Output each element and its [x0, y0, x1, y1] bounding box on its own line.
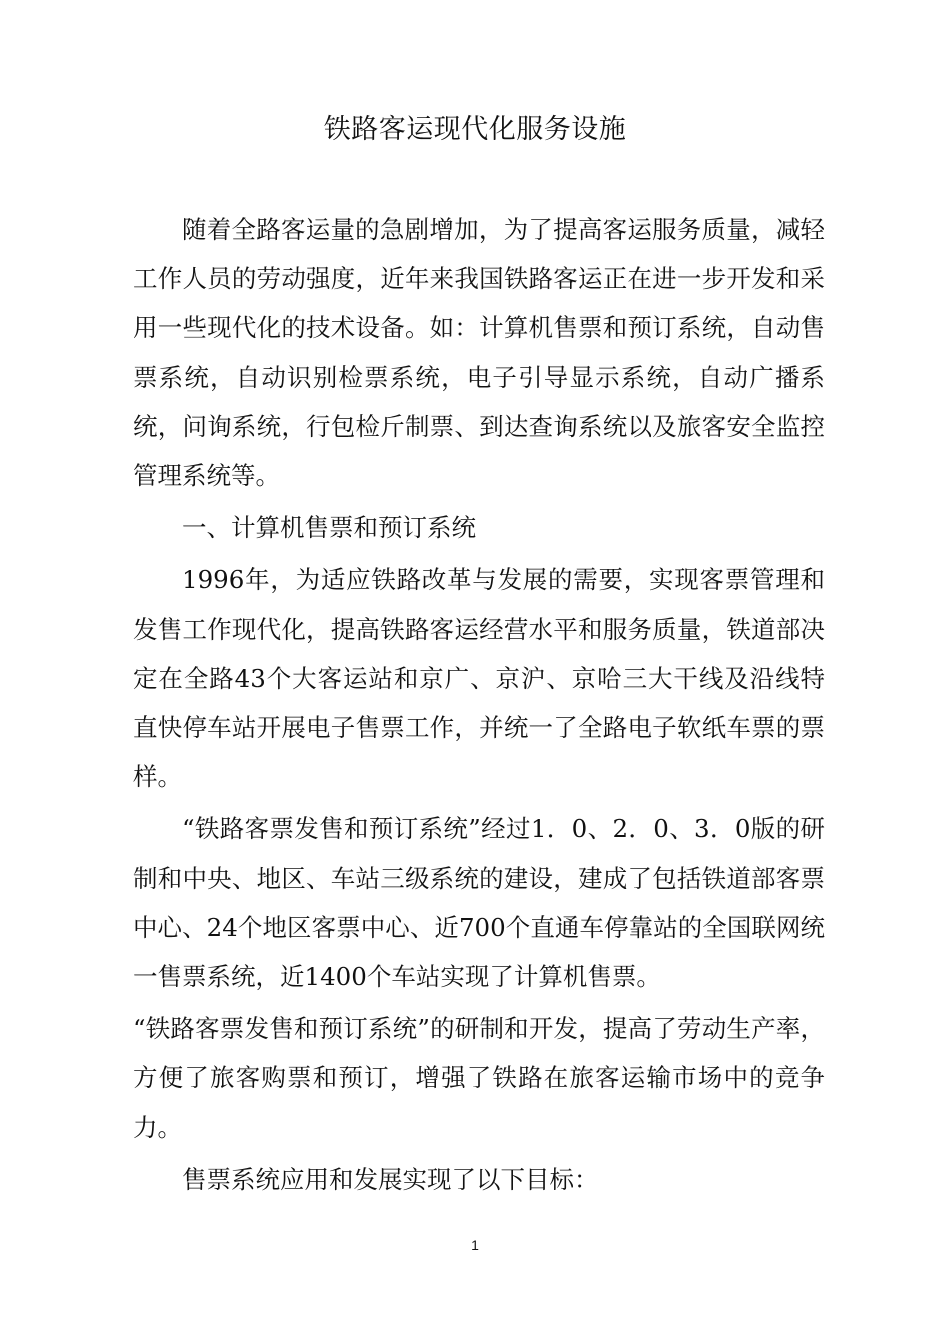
- paragraph-benefits: “铁路客票发售和预订系统”的研制和开发，提高了劳动生产率，方便了旅客购票和预订，增强了铁路在旅客运输市场中的竞争力。: [133, 1014, 825, 1142]
- page-number: 1: [471, 1237, 479, 1253]
- paragraph-system-versions: “铁路客票发售和预订系统”经过1．0、2．0、3．0版的研制和中央、地区、车站三级系统的建设，建成了包括铁道部客票中心、24个地区客票中心、近700个直通车停靠站的全国联网统一售票系统，近1400个车站实现了计算机售票。: [133, 814, 825, 992]
- section-heading: 一、计算机售票和预订系统: [182, 513, 476, 543]
- paragraph-intro: 随着全路客运量的急剧增加，为了提高客运服务质量，减轻工作人员的劳动强度，近年来我国铁路客运正在进一步开发和采用一些现代化的技术设备。如：计算机售票和预订系统，自动售票系统，自动识别检票系统，电子引导显示系统，自动广播系统，问询系统，行包检斤制票、到达查询系统以及旅客安全监控管理系统等。: [133, 215, 825, 491]
- paragraph-1996: 1996年，为适应铁路改革与发展的需要，实现客票管理和发售工作现代化，提高铁路客运经营水平和服务质量，铁道部决定在全路43个大客运站和京广、京沪、京哈三大干线及沿线特直快停车站开展电子售票工作，并统一了全路电子软纸车票的票样。: [133, 565, 825, 792]
- document-title: 铁路客运现代化服务设施: [323, 114, 627, 145]
- paragraph-goals: 售票系统应用和发展实现了以下目标：: [182, 1164, 599, 1194]
- document-body: [133, 205, 825, 1207]
